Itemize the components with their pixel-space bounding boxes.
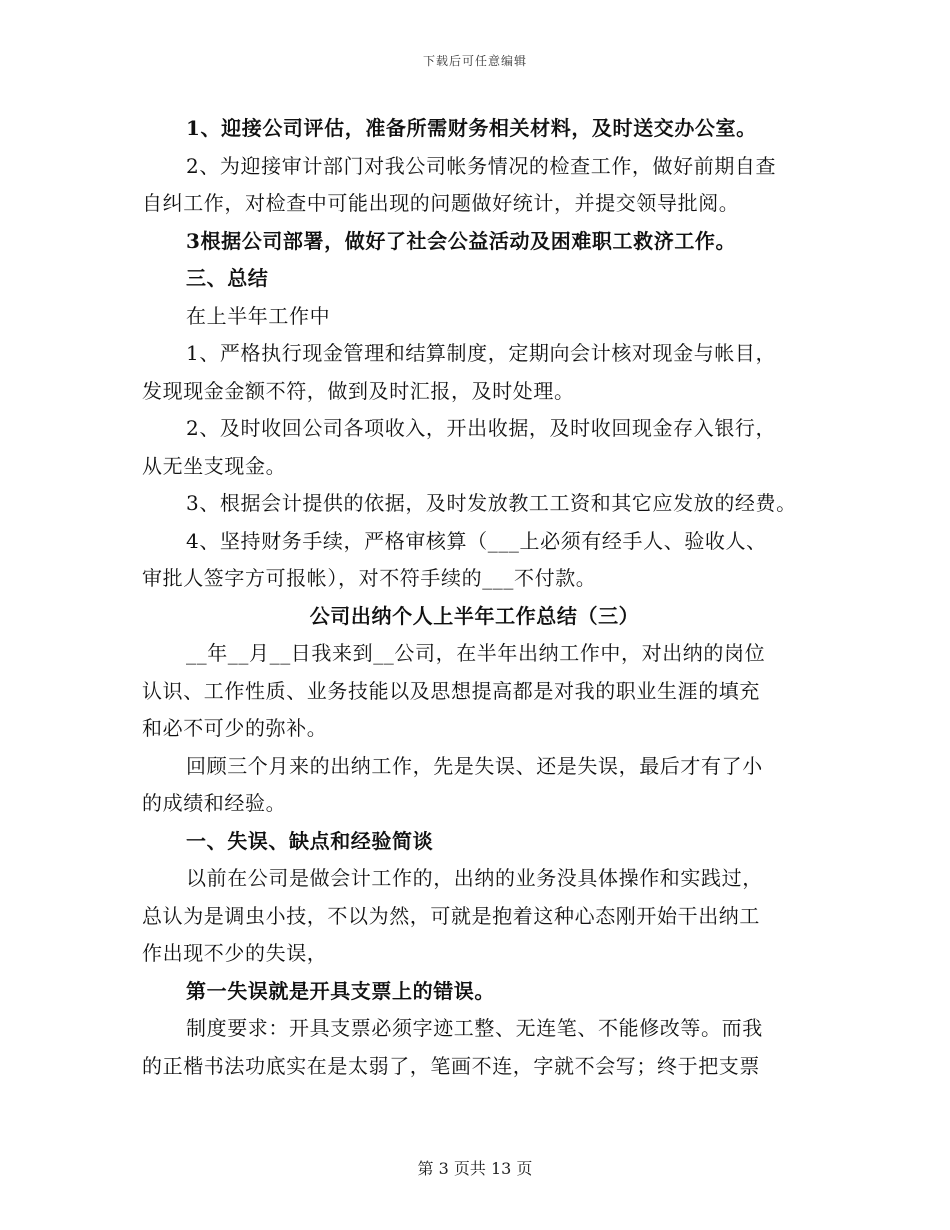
section-heading: 三、总结 [186,266,269,290]
page-footer: 第 3 页共 13 页 [417,1159,533,1178]
paragraph-line: 发现现金金额不符，做到及时汇报，及时处理。 [142,378,575,403]
paragraph-line: 的成绩和经验。 [142,791,287,815]
paragraph-line: 3根据公司部署，做好了社会公益活动及困难职工救济工作。 [186,228,737,253]
paragraph-line: 1、严格执行现金管理和结算制度，定期向会计核对现金与帐目， [186,341,777,365]
paragraph-line: 1、迎接公司评估，准备所需财务相关材料，及时送交办公室。 [186,116,757,140]
paragraph-line: 在上半年工作中 [186,303,331,328]
paragraph-line: 2、及时收回公司各项收入，开出收据，及时收回现金存入银行， [186,416,777,440]
paragraph-line: 作出现不少的失误， [142,941,328,965]
paragraph-line: 总认为是调虫小技，不以为然，可就是抱着这种心态刚开始干出纳工 [142,903,760,928]
paragraph-line: 审批人签字方可报帐），对不符手续的___不付款。 [142,566,597,590]
paragraph-line: 制度要求：开具支票必须字迹工整、无连笔、不能修改等。而我 [186,1016,763,1040]
paragraph-line: 4、坚持财务手续，严格审核算（___上必须有经手人、验收人、 [186,528,767,553]
paragraph-line: 认识、工作性质、业务技能以及思想提高都是对我的职业生涯的填充 [142,678,760,703]
paragraph-line: 2、为迎接审计部门对我公司帐务情况的检查工作，做好前期自查 [186,153,777,178]
page-header: 下载后可任意编辑 [422,54,527,68]
paragraph-line: 和必不可少的弥补。 [142,716,328,740]
paragraph-line: 的正楷书法功底实在是太弱了，笔画不连，字就不会写；终于把支票 [142,1053,760,1078]
section-heading: 一、失误、缺点和经验简谈 [186,828,434,853]
paragraph-line: 从无坐支现金。 [142,453,287,478]
paragraph-line: __年__月__日我来到__公司，在半年出纳工作中，对出纳的岗位 [186,641,766,665]
document-title: 公司出纳个人上半年工作总结（三） [309,603,640,628]
section-heading: 第一失误就是开具支票上的错误。 [186,978,495,1003]
paragraph-line: 回顾三个月来的出纳工作，先是失误、还是失误，最后才有了小 [186,753,763,778]
paragraph-line: 以前在公司是做会计工作的，出纳的业务没具体操作和实践过， [186,866,763,890]
paragraph-line: 3、根据会计提供的依据，及时发放教工工资和其它应发放的经费。 [186,491,797,515]
document-body [142,110,807,1085]
paragraph-line: 自纠工作，对检查中可能出现的问题做好统计，并提交领导批阅。 [142,191,740,215]
